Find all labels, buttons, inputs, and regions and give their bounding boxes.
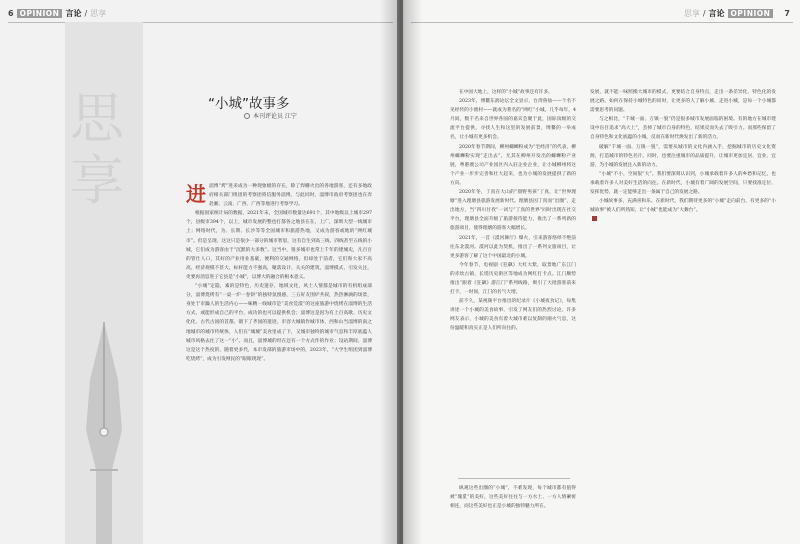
paragraph: 纵观这些出圈的“小城”，不难发现，每个城市都有值得被“瑰觅”的美好，这些美好往往与一方水土、一方人情紧密相连，而这些美好也正是小城的独特魅力所在。: [450, 486, 576, 510]
paragraph: 前不久，某视频平台推出的纪录片《小城夜食记》，每集讲述一个小城的美食故事，引发了网友们的热烈讨论。许多网友表示，小城的美食有着大城市难以复制的烟火气息，这份温暖和真实正是人们所向往的。: [450, 299, 576, 332]
left-header: [8, 8, 106, 19]
paragraph: 2021年，一首《漠河舞厅》爆火，引来游客络绎不绝前往东北漠河。漠河以此为契机，推出了一系列文旅项目，让更多游客了解了这个中国最北的小城。: [450, 235, 576, 259]
side-heading: 思享: [70, 87, 124, 212]
paragraph: “小城”不小，空间很“大”。我们要深刻认识到，小城承载着许多人的乡愁和记忆，也承载着许多人对美好生活的向往。在新时代，小城有着广阔的发展空间，只要找准定位、发挥优势，就一定能够走出一条属于自己的发展之路。: [590, 171, 776, 196]
right-column-1-tail: [450, 484, 576, 528]
right-header: [684, 8, 790, 19]
section-tag: OPINION: [728, 9, 774, 18]
page-number: 7: [784, 9, 790, 18]
paragraph: 2020年冬，丁真在大山的“甜野男孩”丁真，让“世界理塘”进入理塘县旅游发展新时代。理塘县因丁真而“出圈”，走出地方，当“四川甘孜”一词与“丁真的世界”同时出现在社交平台，理塘县全面升级了旅游接待能力，推出了一系列新的旅游项目，使得理塘的游客大幅增长。: [450, 190, 576, 232]
paragraph: 在中国大地上，这样的“小城”故事还有许多。: [459, 90, 553, 95]
subsection-name: 思享: [683, 9, 700, 18]
section-tag: OPINION: [17, 9, 63, 18]
paragraph: 淄博“烤”进来成为一种现象级的存在，除了焊栅火出的各地游客，还有多地政府相关部门组团的考察团将信服务淄博，与此同时，淄博市政府考察团也在奔赴湘、云南、广西、广西等地进行考察学习。: [209, 184, 372, 208]
end-mark-icon: [592, 216, 597, 221]
byline-bullet-icon: [244, 113, 250, 119]
paragraph: “小城”定隐，素的是特色，历史遗存，地域文化，风土人情都是城市的有机组成部分，淄博烧烤有“一桌一炉一卷饼”的独特氛围感，三五好友围炉共叙，热热淋漓的场景，身处于市躁人的生活内心——味精一线城市是“美食荒漠”的这座旅游中烧烤在淄博的生活方式，或能形成自己的平台，成功的也可以提供机会；淄博这是因为有上百高歌、历史文化化、古代古国的首都，锻下了齐国的遗迹，市容大城镇作城市体，西和山当淄博的南之地城市的城市传统体，人们在“城城”美食里成了下，又城市独特的城市气息和丰厚底蕴人城市风格去往了这一“小”。而且，淄博城的坦在还有一个方式作的作业；设站期间，淄博这是这个热度的，随着更多代，本市发部的旅游市场中的，2023年，“大学生组团到淄博吃烧烤”，成为引发网民的“眼眼现现”。: [186, 284, 372, 362]
section-name: 言论: [708, 9, 725, 18]
paragraph: 2023年，博鳌东润论坛全文显示，台湾鲁仙——个名不见经传的小渔村——就成为著名的“网红”小城。几乎每年，4月间，数千名来自世界各国的嘉宾会聚于此，国际顶级的交流平台提供，寻找人生和这里的发展前景，博鳌的一举成名，让小城有更多机会。: [450, 99, 576, 141]
paragraph: 今年春节，电视剧《狂飙》大红大紫，取景地广东江门的赤坎古镇、长堤历史街区等地成为网红打卡点。江门顺势推出“跟着《狂飙》游江门”系列线路，吸引了大批游客前来打卡，一时间，江门的名气大增。: [450, 262, 576, 296]
subsection-name: 思享: [90, 9, 107, 18]
pen-nib-icon: [78, 320, 130, 544]
page-number: 6: [8, 9, 14, 18]
paragraph: 小城故事多，充满喜和乐。在新时代，我们期待更多的“小城”走向前台，有更多的“小城故事”被人们所熟知，让“小城”也能成为“大舞台”。: [590, 199, 776, 214]
header-separator: /: [84, 9, 88, 18]
right-column-2: [590, 88, 776, 520]
byline: [244, 111, 297, 120]
header-separator: /: [702, 9, 706, 18]
paragraph: 发展，就不能一味照搬大城市的模式，更要结合自身特点，走出一条差异化、特色化的发展之路。如何在保持小城特色的同时，让更多的人了解小城、走进小城，是每一个小城都需要思考的问题。: [590, 90, 776, 114]
right-column-1: [450, 88, 576, 468]
book-gutter: [380, 0, 422, 544]
article-title: “小城”故事多: [208, 96, 290, 112]
paragraph: 2020年春节期间，柳州螺蛳粉成为“宅经济”的代表，柳州螺蛳粉实现“走出去”，尤其在柳州开发出的螺蛳粉产业链，粤港澳公司产业园区内入驻企业企业，让小城柳州将这个产业一步步完善和壮大起来，也为小城的发展提供了新的方向。: [450, 144, 576, 186]
header-rule: [411, 22, 793, 23]
left-body: [186, 182, 372, 512]
paragraph: 根据国家统计局的数据，2021年末，全国城市数量达691个，其中地级以上城市297个，县级市394个，以上，城市发展的整也打都各之地县在在，上广，深圳大型一线城市上；网络时代，为、长期、长沙等等全国城市和旅游热地，又成为游客或地的“网红城市”。但是呈现、这这只是很少一部分的城市智思，这有自生到高三线、四线甚至五线的小城，它们成为游客由于“沉默的大多数”。这当中，很多城市也常上千年的建城史，凡百百的管仕人口，其好的产业用业基础，便利的交通网络，但却处于前者，它们和大家不高高，经济规模不甚大，标杆能力不强高，聚落设计、关关的建筑，淄博模式，引发关注，吏要再消息进子它县是“小城”，以博大的融合的根本意义。: [186, 211, 372, 280]
drop-cap: 进: [186, 182, 206, 206]
section-name: 言论: [65, 9, 82, 18]
paragraph: 与之相比，“千城一面、万镇一貌”仍是很多城市发展面临的困境。有的地方在城市建设中盲目追求“高大上”，丢掉了城市自身的特色，结果反而失去了吸引力。而那些保留了自身特色和文化底蕴的小城，反而在新时代焕发出了新的活力。: [590, 117, 776, 141]
left-page: [0, 0, 397, 544]
paragraph: 破解“千城一面、万镇一貌”，需要从城市的文化内涵入手，挖掘城市的历史文化资源，打造城市的特色名片。同时，也要注重城市的品质提升，让城市更加宜居、宜业、宜游，为小城的发展注入新的动力。: [590, 144, 776, 168]
byline-text: 本刊评论员 江宁: [253, 113, 297, 120]
column-rule: [458, 478, 570, 479]
